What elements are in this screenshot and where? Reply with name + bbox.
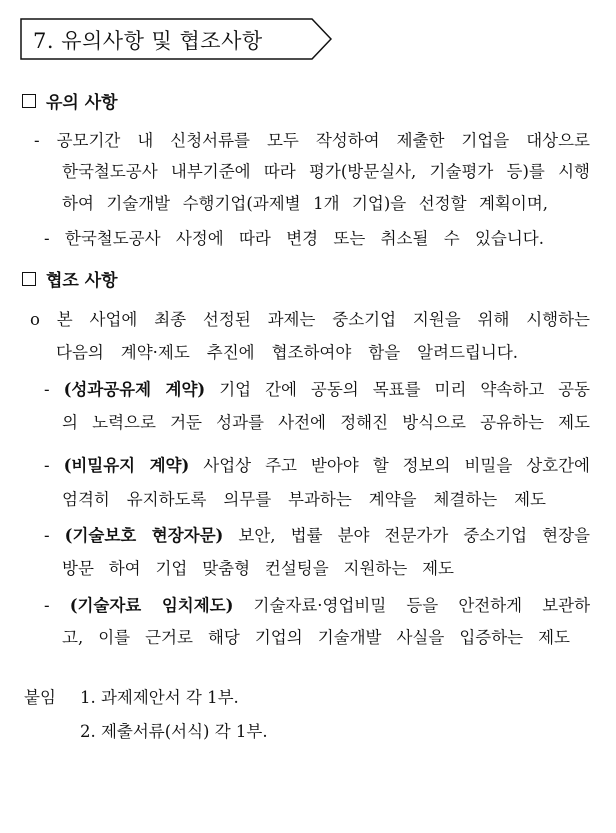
notice-line-1: - 공모기간 내 신청서류를 모두 작성하여 제출한 기업을 대상으로: [34, 131, 590, 150]
notice-line-2: 한국철도공사 내부기준에 따라 평가(방문실사, 기술평가 등)를 시행: [62, 162, 590, 181]
attachment-item-2: 2. 제출서류(서식) 각 1부.: [80, 722, 268, 741]
notice-heading: [22, 88, 118, 113]
section-title: 7. 유의사항 및 협조사항: [33, 29, 263, 53]
coop-item-2-line-1: - (비밀유지 계약) 사업상 주고 받아야 할 정보의 비밀을 상호간에: [44, 456, 590, 475]
coop-item-2-term: (비밀유지 계약): [63, 456, 190, 475]
coop-item-1-term: (성과공유제 계약): [63, 380, 206, 399]
coop-item-1-line-1: - (성과공유제 계약) 기업 간에 공동의 목표를 미리 약속하고 공동: [44, 380, 590, 399]
notice-heading-text: 유의 사항: [46, 93, 118, 113]
coop-item-4-line-2: 고, 이를 근거로 해당 기업의 기술개발 사실을 입증하는 제도: [62, 628, 570, 647]
coop-intro-line-1: o 본 사업에 최종 선정된 과제는 중소기업 지원을 위해 시행하는: [30, 310, 590, 329]
coop-heading-text: 협조 사항: [46, 271, 118, 291]
coop-item-1-line-2: 의 노력으로 거둔 성과를 사전에 정해진 방식으로 공유하는 제도: [62, 413, 590, 432]
notice-line-4: - 한국철도공사 사정에 따라 변경 또는 취소될 수 있습니다.: [44, 229, 544, 248]
coop-intro-line-2: 다음의 계약·제도 추진에 협조하여야 함을 알려드립니다.: [56, 343, 518, 362]
square-bullet-icon: [22, 94, 36, 108]
section-title-box: [20, 18, 332, 60]
attachments-label: 붙임: [24, 688, 56, 707]
coop-item-4-term: (기술자료 임치제도): [69, 596, 234, 615]
coop-item-3-line-1: - (기술보호 현장자문) 보안, 법률 분야 전문가가 중소기업 현장을: [44, 526, 590, 545]
coop-item-3-line-2: 방문 하여 기업 맞춤형 컨설팅을 지원하는 제도: [62, 559, 454, 578]
coop-item-4-line-1: - (기술자료 임치제도) 기술자료·영업비밀 등을 안전하게 보관하: [44, 596, 591, 615]
coop-item-3-term: (기술보호 현장자문): [64, 526, 224, 545]
attachment-item-1: 1. 과제제안서 각 1부.: [80, 688, 239, 707]
square-bullet-icon: [22, 272, 36, 286]
coop-heading: [22, 266, 118, 291]
notice-line-3: 하여 기술개발 수행기업(과제별 1개 기업)을 선정할 계획이며,: [62, 194, 548, 213]
coop-item-2-line-2: 엄격히 유지하도록 의무를 부과하는 계약을 체결하는 제도: [62, 490, 546, 509]
